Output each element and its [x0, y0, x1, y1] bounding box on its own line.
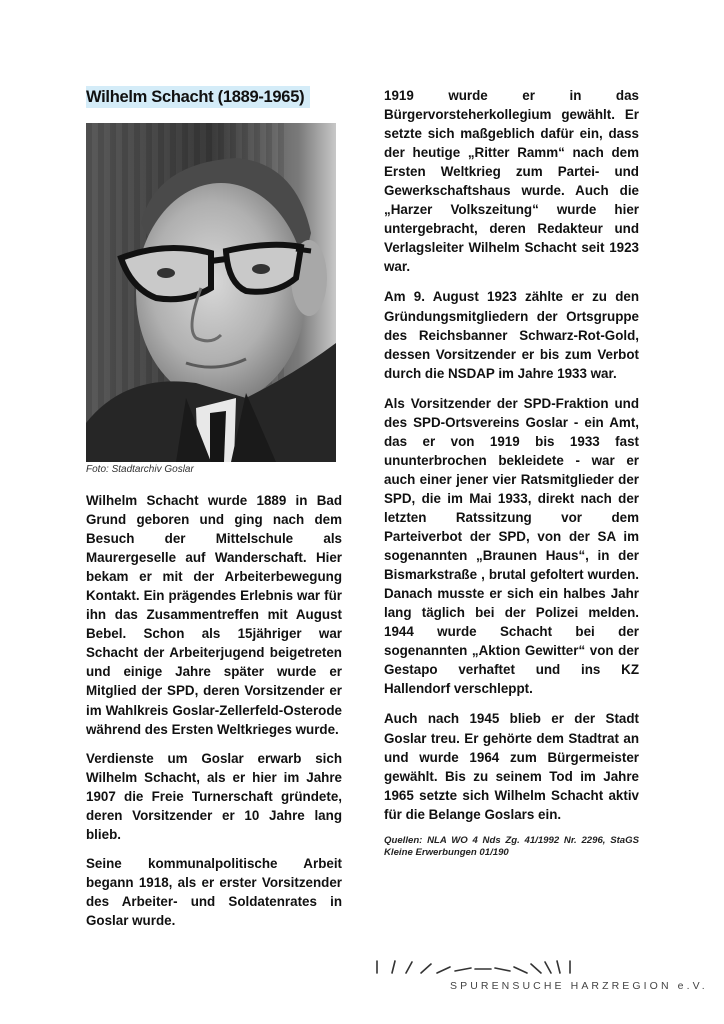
paragraph: Verdienste um Goslar erwarb sich Wilhelm Schacht, als er hier im Jahre 1907 die Freie Turnerschaft gründete, deren Vorsitzender er 10 Jahre lang blieb. [86, 750, 342, 842]
paragraph: Am 9. August 1923 zählte er zu den Gründungsmitgliedern der Ortsgruppe des Reichsbanner Schwarz-Rot-Gold, dessen Vorsitzender er bis zum Verbot durch die NSDAP im Jahre 1933 war. [384, 289, 639, 381]
portrait-photo [86, 123, 336, 462]
paragraph: Wilhelm Schacht wurde 1889 in Bad Grund geboren und ging nach dem Besuch der Mittelschule als Maurergeselle auf Wanderschaft. Hier bekam er mit der Arbeiterbewegung Kontakt. Ein prägendes Erlebnis war für ihn das Zusammentreffen mit August Bebel. Schon als 15jähriger war Schacht der Arbeiterjugend beigetreten und einige Jahre später wurde er Mitglied der SPD, deren Vorsitzender er im Wahlkreis Goslar-Zellerfeld-Osterode während des Ersten Weltkrieges wurde. [86, 493, 342, 737]
paragraph: Auch nach 1945 blieb er der Stadt Goslar treu. Er gehörte dem Stadtrat an und wurde 1964 zum Bürgermeister gewählt. Bis zu seinem Tod im Jahre 1965 setzte sich Wilhelm Schacht aktiv für die Belange Goslars ein. [384, 711, 639, 822]
radiating-strokes-logo-icon [373, 958, 573, 978]
paragraph: Als Vorsitzender der SPD-Fraktion und des SPD-Ortsvereins Goslar - ein Amt, das er von 1919 bis 1933 fast ununterbrochen bekleidete - war er auch einer jener vier Ratsmitglieder der SPD, die im Mai 1933, direkt nach der letzten Ratssitzung vor dem Parteiverbot der SPD, von der SA im sogenannten „Braunen Haus“, in der Bismarkstraße , brutal gefoltert wurden. Danach musste er sich ein halbes Jahr lang täglich bei der Polizei melden. 1944 wurde Schacht bei der sogenannten „Aktion Gewitter“ von der Gestapo verhaftet und ins KZ Hallendorf verschleppt. [384, 395, 639, 697]
right-column [384, 86, 639, 859]
portrait-image [86, 123, 336, 462]
photo-caption: Foto: Stadtarchiv Goslar [86, 464, 194, 475]
paragraph: Seine kommunalpolitische Arbeit begann 1918, als er erster Vorsitzender des Arbeiter- und Soldatenrates in Goslar wurde. [86, 855, 342, 928]
sources-note: Quellen: NLA WO 4 Nds Zg. 41/1992 Nr. 2296, StaGS Kleine Erwerbungen 01/190 [384, 834, 639, 858]
left-column [86, 86, 342, 940]
paragraph: 1919 wurde er in das Bürgervorsteherkollegium gewählt. Er setzte sich maßgeblich dafür ein, dass der heutige „Ritter Ramm“ nach dem Ersten Weltkrieg zum Partei- und Gewerkschaftshaus wurde. Auch die „Harzer Volkszeitung“ wurde hier untergebracht, deren Redakteur und Verlagsleiter Wilhelm Schacht seit 1923 war. [384, 88, 639, 275]
page-title: Wilhelm Schacht (1889-1965) [86, 86, 310, 108]
organization-name: SPURENSUCHE HARZREGION e.V. [450, 980, 708, 992]
